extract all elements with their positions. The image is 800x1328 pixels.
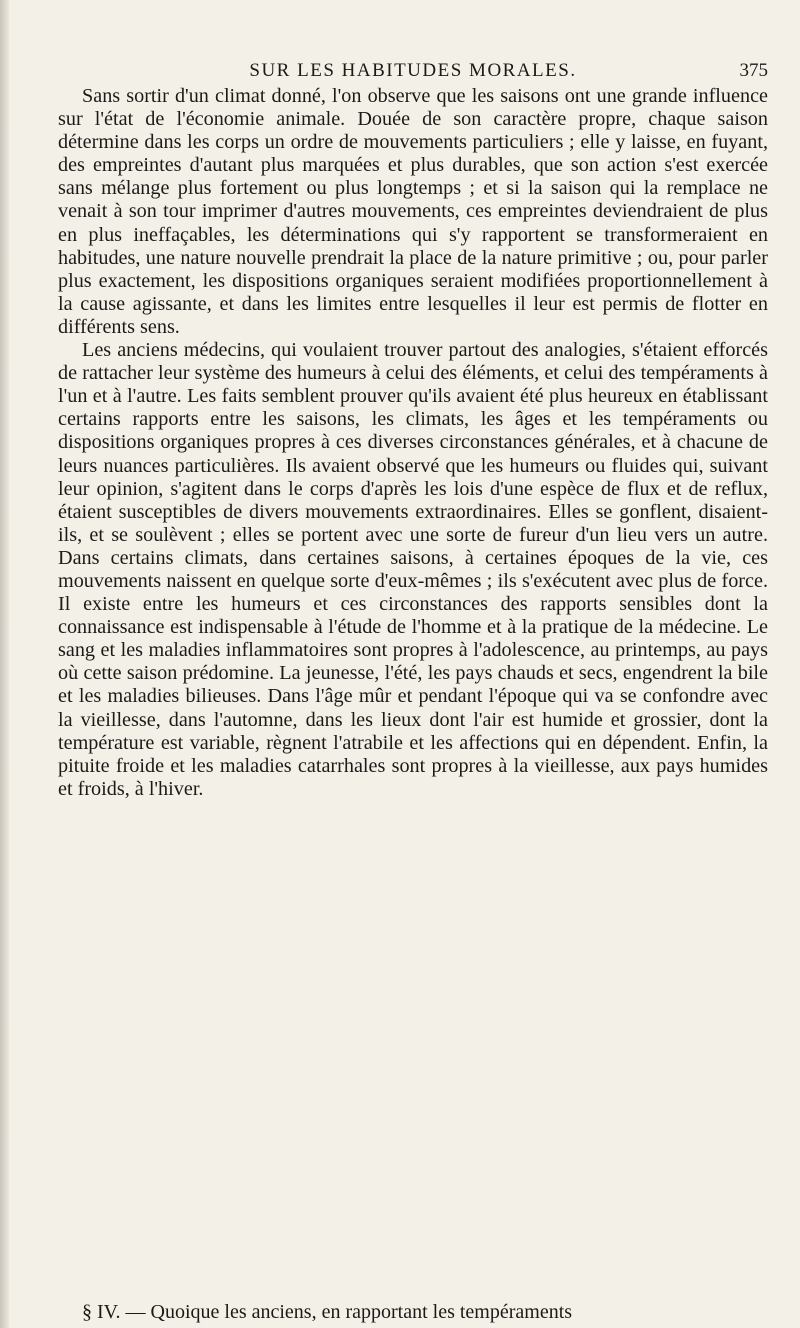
page-binding-edge [0, 0, 9, 1328]
paragraph: Sans sortir d'un climat donné, l'on observe que les saisons ont une grande influence sur l'état de l'économie animale. Douée de son caractère propre, chaque saison détermine dans les corps un ordre de mouvements particuliers ; elle y laisse, en fuyant, des empreintes d'autant plus marquées et plus durables, que son action s'est exercée sans mélange plus fortement ou plus longtemps ; et si la saison qui la remplace ne venait à son tour imprimer d'autres mouvements, ces empreintes deviendraient de plus en plus ineffaçables, les déterminations qui s'y rapportent se transformeraient en habitudes, une nature nouvelle prendrait la place de la nature primitive ; ou, pour parler plus exactement, les dispositions organiques seraient modifiées proportionnellement à la cause agissante, et dans les limites entre lesquelles il leur est permis de flotter en différents sens. [58, 85, 768, 338]
page-header [58, 60, 768, 86]
page-number: 375 [739, 60, 768, 81]
section-heading-line [58, 1301, 768, 1324]
section-start-text: § IV. — Quoique les anciens, en rapportant les tempéraments [82, 1301, 573, 1323]
paragraph: Les anciens médecins, qui voulaient trouver partout des analogies, s'étaient efforcés de rattacher leur système des humeurs à celui des éléments, et celui des tempéraments à l'un et à l'autre. Les faits semblent prouver qu'ils avaient été plus heureux en établissant certains rapports entre les saisons, les climats, les âges et les tempéraments ou dispositions organiques propres à ces diverses circonstances générales, et à chacune de leurs nuances particulières. Ils avaient observé que les humeurs ou fluides qui, suivant leur opinion, s'agitent dans le corps d'après les lois d'une espèce de flux et de reflux, étaient susceptibles de divers mouvements extraordinaires. Elles se gonflent, disaient-ils, et se soulèvent ; elles se portent avec une sorte de fureur d'un lieu vers un autre. Dans certains climats, dans certaines saisons, à certaines époques de la vie, ces mouvements naissent en quelque sorte d'eux-mêmes ; ils s'exécutent avec plus de force. Il existe entre les humeurs et ces circonstances des rapports sensibles dont la connaissance est indispensable à l'étude de l'homme et à la pratique de la médecine. Le sang et les maladies inflammatoires sont propres à l'adolescence, au printemps, au pays où cette saison prédomine. La jeunesse, l'été, les pays chauds et secs, engendrent la bile et les maladies bilieuses. Dans l'âge mûr et pendant l'époque qui va se confondre avec la vieillesse, dans l'automne, dans les lieux dont l'air est humide et grossier, dont la température est variable, règnent l'atrabile et les affections qui en dépendent. Enfin, la pituite froide et les maladies catarrhales sont propres à la vieillesse, aux pays humides et froids, à l'hiver. [58, 339, 768, 800]
running-title: SUR LES HABITUDES MORALES. [249, 60, 577, 81]
body-text [58, 85, 768, 801]
